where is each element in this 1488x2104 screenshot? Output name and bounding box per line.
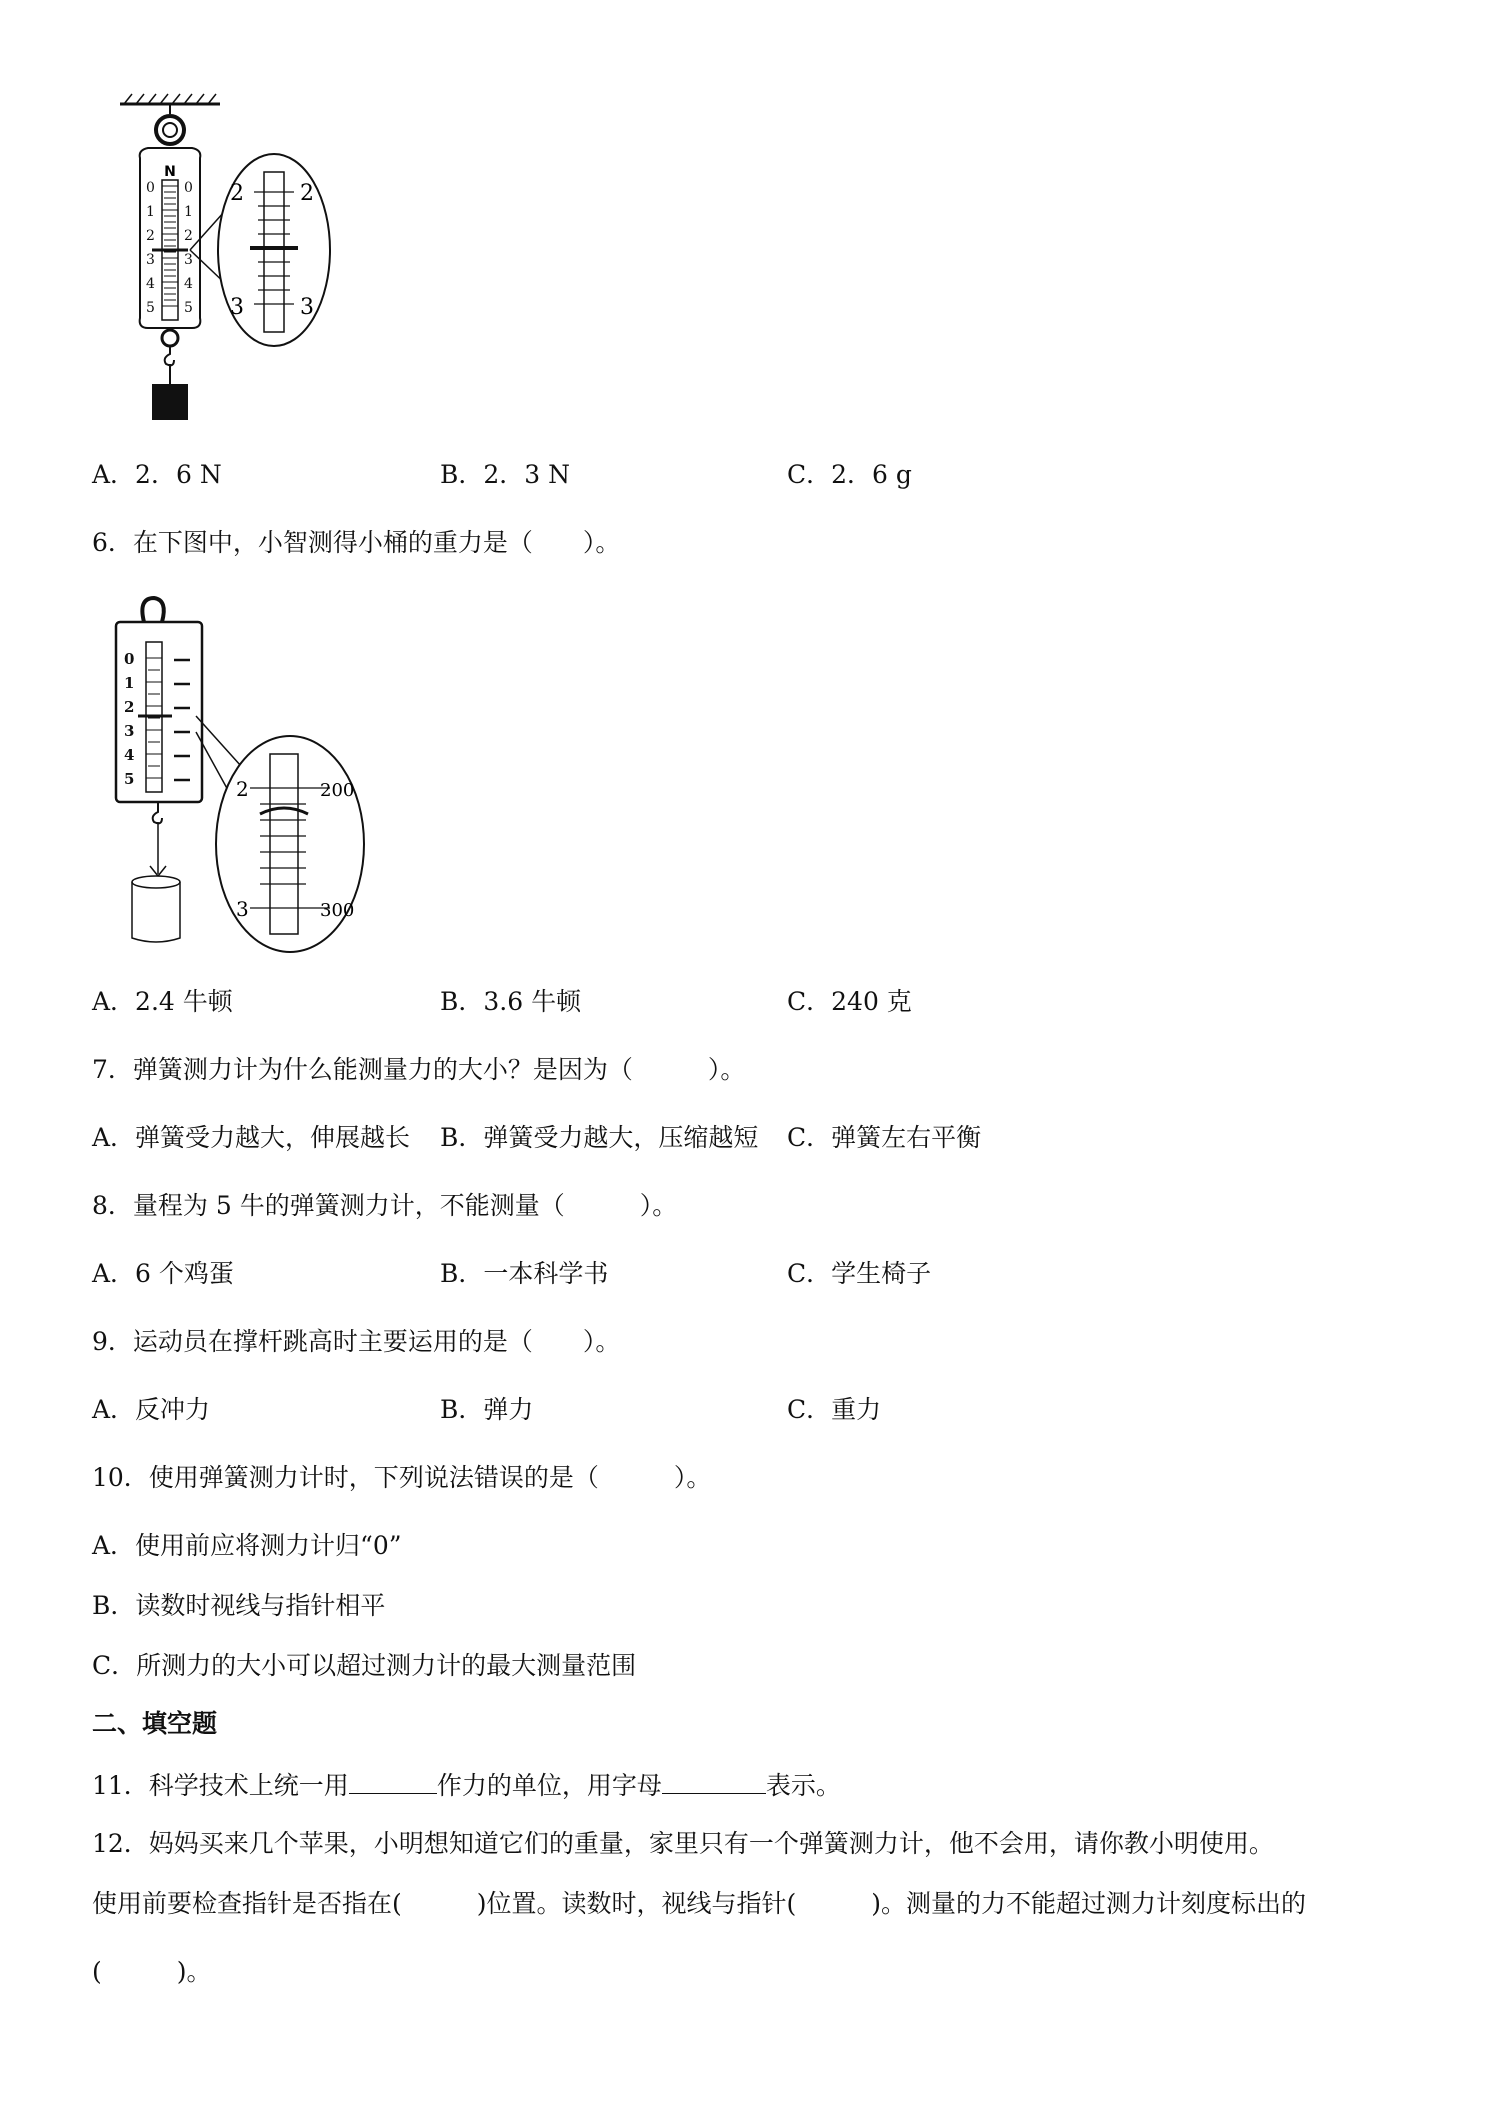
- q12-line3: ( )。: [92, 1957, 212, 1986]
- q6-option-b: B．3.6 牛顿: [440, 987, 582, 1016]
- q7-option-c: C．弹簧左右平衡: [787, 1123, 982, 1152]
- q12-line1: 12．妈妈买来几个苹果，小明想知道它们的重量，家里只有一个弹簧测力计，他不会用，请你教小明使用。: [92, 1829, 1274, 1858]
- q6-option-c: C．240 克: [787, 987, 912, 1016]
- spring-scale-figure-q5: [90, 92, 390, 432]
- q5-option-a: A．2．6 N: [92, 460, 222, 489]
- section-title-fill-in: 二、填空题: [92, 1709, 218, 1738]
- q6-zoom-left-top: 2: [236, 777, 249, 801]
- q8-question: 8．量程为 5 牛的弹簧测力计，不能测量（ ）。: [92, 1191, 678, 1220]
- q9-option-a: A．反冲力: [92, 1395, 211, 1424]
- q6-option-a: A．2.4 牛顿: [92, 987, 233, 1016]
- q11-text-part1: 11．科学技术上统一用: [92, 1771, 349, 1800]
- scale-left-4: 4: [146, 276, 155, 292]
- q11-text-part2: 作力的单位，用字母: [436, 1771, 662, 1800]
- q12-line2: 使用前要检查指针是否指在( )位置。读数时，视线与指针( )。测量的力不能超过测力计刻度标出的: [92, 1889, 1307, 1918]
- scale-left-3: 3: [146, 252, 155, 268]
- q10-option-b: B．读数时视线与指针相平: [92, 1591, 386, 1620]
- scale-right-1: 1: [184, 204, 193, 220]
- q10-option-a: A．使用前应将测力计归“0”: [92, 1531, 402, 1560]
- q5-option-b: B．2．3 N: [440, 460, 571, 489]
- zoom-label-bottom-right: 3: [300, 295, 314, 320]
- q9-option-b: B．弹力: [440, 1395, 534, 1424]
- spring-scale-figure-q6: [110, 592, 370, 962]
- scale-right-3: 3: [184, 252, 193, 268]
- q11-text-part3: 表示。: [765, 1771, 841, 1800]
- q11-question: [92, 1767, 841, 1803]
- scale-right-2: 2: [184, 228, 193, 244]
- q7-option-b: B．弹簧受力越大，压缩越短: [440, 1123, 759, 1152]
- q8-option-a: A．6 个鸡蛋: [92, 1259, 234, 1288]
- q11-blank-letter[interactable]: [662, 1767, 766, 1794]
- zoom-label-top-left: 2: [230, 181, 244, 206]
- scale-right-4: 4: [184, 276, 193, 292]
- scale-left-1: 1: [146, 204, 155, 220]
- scale-right-0: 0: [184, 180, 193, 196]
- q6-scale-left-4: 4: [124, 746, 135, 764]
- scale-left-2: 2: [146, 228, 155, 244]
- q6-scale-left-2: 2: [124, 698, 135, 716]
- scale-unit-label: N: [164, 164, 176, 180]
- q9-question: 9．运动员在撑杆跳高时主要运用的是（ ）。: [92, 1327, 621, 1356]
- q10-option-c: C．所测力的大小可以超过测力计的最大测量范围: [92, 1651, 637, 1680]
- q6-zoom-right-top: 200: [320, 780, 355, 801]
- scale-left-5: 5: [146, 300, 155, 316]
- q8-option-b: B．一本科学书: [440, 1259, 609, 1288]
- q6-scale-left-1: 1: [124, 674, 135, 692]
- scale-right-5: 5: [184, 300, 193, 316]
- q5-option-c: C．2．6 g: [787, 460, 912, 489]
- q10-question: 10．使用弹簧测力计时，下列说法错误的是（ ）。: [92, 1463, 712, 1492]
- q6-scale-left-0: 0: [124, 650, 135, 668]
- scale-left-0: 0: [146, 180, 155, 196]
- q6-zoom-left-bottom: 3: [236, 897, 249, 921]
- q7-option-a: A．弹簧受力越大，伸展越长: [92, 1123, 411, 1152]
- q6-question: 6．在下图中，小智测得小桶的重力是（ ）。: [92, 528, 621, 557]
- q6-zoom-right-bottom: 300: [320, 900, 355, 921]
- zoom-label-top-right: 2: [300, 181, 314, 206]
- q11-blank-unit[interactable]: [349, 1767, 437, 1794]
- q6-scale-left-3: 3: [124, 722, 135, 740]
- q7-question: 7．弹簧测力计为什么能测量力的大小？是因为（ ）。: [92, 1055, 746, 1084]
- q9-option-c: C．重力: [787, 1395, 882, 1424]
- q6-scale-left-5: 5: [124, 770, 135, 788]
- q8-option-c: C．学生椅子: [787, 1259, 932, 1288]
- zoom-label-bottom-left: 3: [230, 295, 244, 320]
